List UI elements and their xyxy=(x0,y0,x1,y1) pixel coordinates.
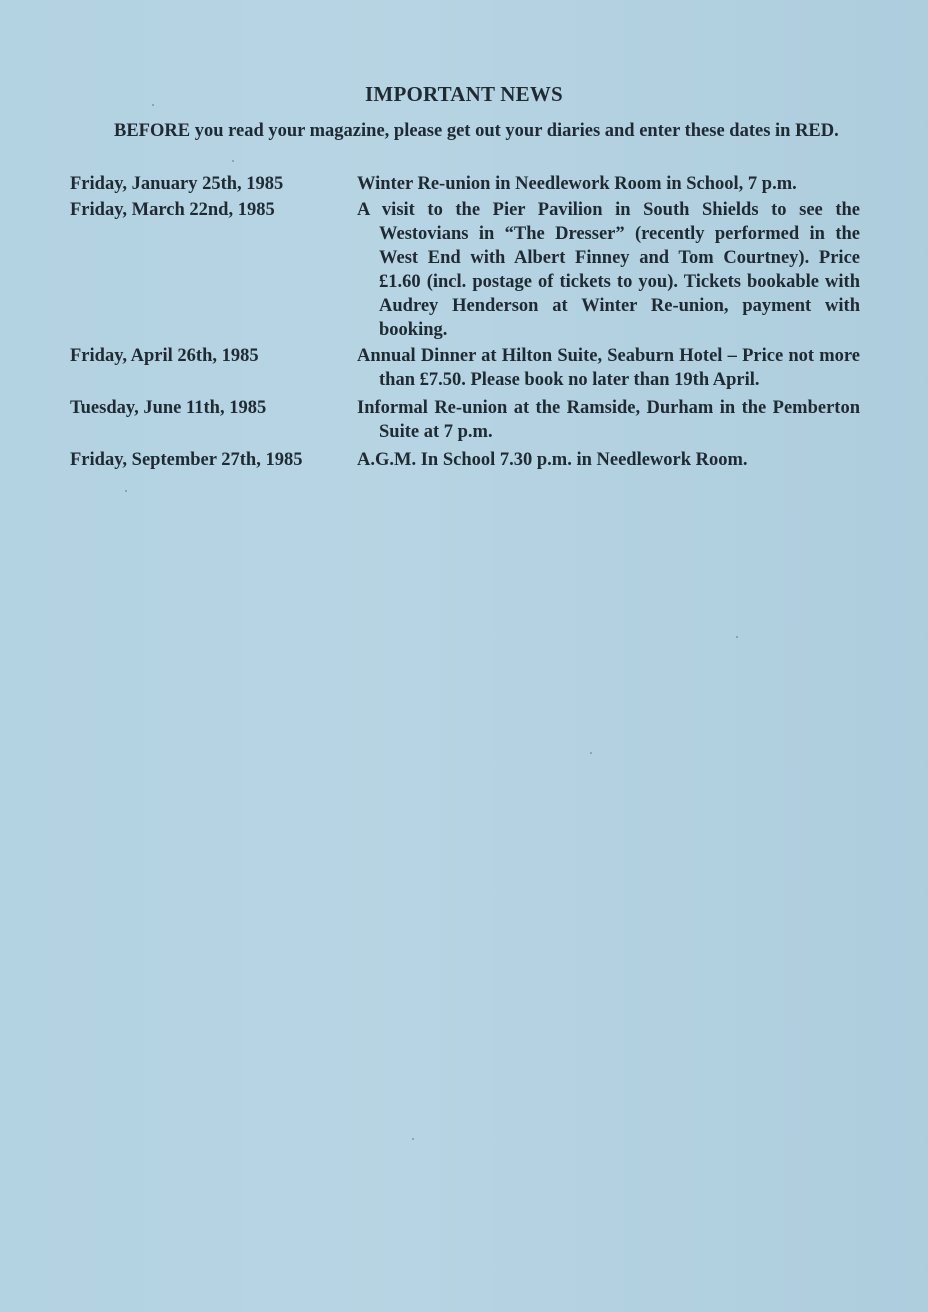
event-date: Friday, January 25th, 1985 xyxy=(70,174,284,194)
event-row xyxy=(70,396,860,444)
event-description: Informal Re-union at the Ramside, Durham in the Pemberton Suite at 7 p.m. xyxy=(357,398,860,442)
event-description: Annual Dinner at Hilton Suite, Seaburn Hotel – Price not more than £7.50. Please book no later than 19th April. xyxy=(357,346,860,390)
event-date: Friday, April 26th, 1985 xyxy=(70,346,259,366)
event-date: Friday, September 27th, 1985 xyxy=(70,450,303,470)
event-date: Friday, March 22nd, 1985 xyxy=(70,200,275,220)
event-row xyxy=(70,344,860,392)
paper-speck xyxy=(412,1138,414,1140)
paper-speck xyxy=(590,752,592,754)
paper-speck xyxy=(152,104,154,106)
page-heading: IMPORTANT NEWS xyxy=(365,82,563,106)
event-date: Tuesday, June 11th, 1985 xyxy=(70,398,267,418)
paper-speck xyxy=(232,160,234,162)
intro-paragraph: BEFORE you read your magazine, please get out your diaries and enter these dates in RED. xyxy=(114,121,839,141)
paper-speck xyxy=(736,636,738,638)
event-row xyxy=(70,172,860,196)
events-list xyxy=(70,172,860,472)
event-row xyxy=(70,198,860,342)
paper-speck xyxy=(125,490,127,492)
event-description: A visit to the Pier Pavilion in South Shields to see the Westovians in “The Dresser” (recently performed in the West End with Albert Finney and Tom Courtney). Price £1.60 (incl. postage of tickets to you). Tickets bookable with Audrey Henderson at Winter Re-union, payment with booking. xyxy=(357,200,860,340)
event-row xyxy=(70,448,860,472)
event-description: A.G.M. In School 7.30 p.m. in Needlework Room. xyxy=(357,450,748,470)
event-description: Winter Re-union in Needlework Room in School, 7 p.m. xyxy=(357,174,797,194)
